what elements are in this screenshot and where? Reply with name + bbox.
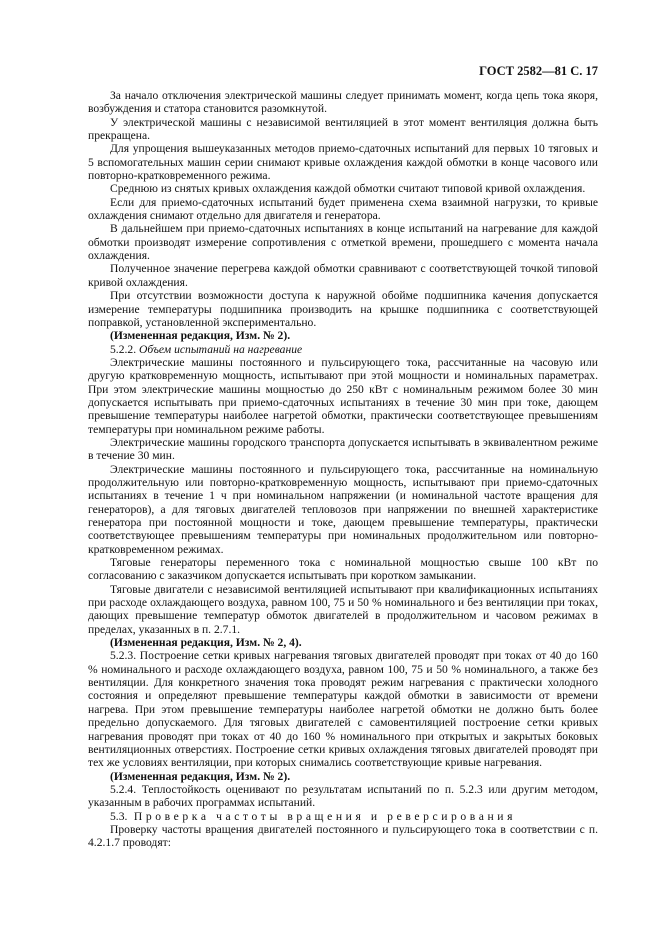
paragraph: У электрической машины с независимой вентиляцией в этот момент вентиляция должна быть прекращена. xyxy=(88,115,598,143)
paragraph: Полученное значение перегрева каждой обмотки сравнивают с соответствующей точкой типовой кривой охлаждения. xyxy=(88,262,598,289)
section-title: Объем испытаний на нагревание xyxy=(139,342,303,356)
paragraph: 5.2.4. Теплостойкость оценивают по результатам испытаний по п. 5.2.3 или другим методом, указанным в рабочих программах испытаний. xyxy=(88,782,598,810)
paragraph: 5.2.3. Построение сетки кривых нагревания тяговых двигателей проводят при токах от 40 до 160 % номинального и расходе охлаждающего воздуха, равном 100, 75 и 50 % номинального, а также без вентиляции. Для конкретного значения тока проводят режим нагревания с практически холодного состояния и определяют превышение температуры каждой обмотки в зависимости от времени нагрева. При этом превышение температуры наиболее нагретой обмотки не должно быть более предельно допускаемого. Для тяговых двигателей с самовентиляцией построение сетки кривых нагревания проводят при токах от 40 до 160 % номинального при открытых и закрытых боковых вентиляционных отверстиях. Построение сетки кривых охлаждения тяговых двигателей проводят при тех же условиях вентиляции, при которых снимались соответствующие кривые нагревания. xyxy=(88,649,598,770)
paragraph: Тяговые генераторы переменного тока с номинальной мощностью свыше 100 кВт по согласованию с заказчиком допускается испытывать при коротком замыкании. xyxy=(88,556,598,583)
section-number: 5.3. xyxy=(110,809,128,823)
paragraph: Проверку частоты вращения двигателей постоянного и пульсирующего тока в соответствии с п. 4.2.1.7 проводят: xyxy=(88,822,598,850)
paragraph: Для упрощения вышеуказанных методов приемо-сдаточных испытаний для первых 10 тяговых и 5 вспомогательных машин серии снимают кривые охлаждения каждой обмотки в конце часового или повторно-кратковременного режима. xyxy=(88,142,598,183)
amendment-note: (Измененная редакция, Изм. № 2). xyxy=(110,329,291,343)
paragraph: Если для приемо-сдаточных испытаний будет применена схема взаимной нагрузки, то кривые охлаждения снимают отдельно для двигателя и генератора. xyxy=(88,195,598,223)
paragraph: Среднюю из снятых кривых охлаждения каждой обмотки считают типовой кривой охлаждения. xyxy=(110,182,586,196)
amendment-note: (Измененная редакция, Изм. № 2). xyxy=(110,769,291,783)
paragraph: В дальнейшем при приемо-сдаточных испытаниях в конце испытаний на нагревание для каждой обмотки производят измерение сопротивления с отметкой времени, прошедшего с момента начала охлаждения. xyxy=(88,222,598,263)
amendment-note: (Измененная редакция, Изм. № 2, 4). xyxy=(110,636,302,650)
page-header: ГОСТ 2582—81 С. 17 xyxy=(479,64,598,78)
section-title: Проверка частоты вращения и реверсирования xyxy=(133,809,517,823)
section-heading-5-3 xyxy=(88,810,598,823)
paragraph: При отсутствии возможности доступа к наружной обойме подшипника качения допускается измерение температуры подшипника производить на крышке подшипника с соответствующей поправкой, установленной экспериментально. xyxy=(88,289,598,329)
section-number: 5.2.2. xyxy=(110,342,137,356)
paragraph: Электрические машины городского транспорта допускается испытывать в эквивалентном режиме в течение 30 мин. xyxy=(88,435,598,463)
paragraph: За начало отключения электрической машины следует принимать момент, когда цепь тока якоря, возбуждения и статора становится разомкнутой. xyxy=(88,89,598,116)
section-heading-5-2-2 xyxy=(88,343,598,356)
paragraph: Электрические машины постоянного и пульсирующего тока, рассчитанные на номинальную продолжительную или повторно-кратковременную мощность, испытывают при приемо-сдаточных испытаниях в течение 1 ч при номинальном напряжении (и номинальной частоте вращения для генераторов), а для тяговых двигателей тепловозов при напряжении по внешней характеристике генератора при постоянной мощности и токе, дающем превышение температуры, практически соответствующее превышениям температуры при номинальных продолжительном или повторно-кратковременном режимах. xyxy=(88,462,598,556)
paragraph: Тяговые двигатели с независимой вентиляцией испытывают при квалификационных испытаниях при расходе охлаждающего воздуха, равном 100, 75 и 50 % номинального и без вентиляции при токах, дающих превышение температур обмоток двигателей в продолжительном и часовом режимах в пределах, указанных в п. 2.7.1. xyxy=(88,582,598,636)
paragraph: Электрические машины постоянного и пульсирующего тока, рассчитанные на часовую или другую кратковременную мощность, испытывают при этой мощности и номинальных параметрах. При этом электрические машины мощностью до 250 кВт с номинальным режимом более 30 мин допускается испытывать при приемо-сдаточных испытаниях в течение 30 мин при токе, дающем превышение температуры наиболее нагретой обмотки, практически соответствующее превышениям температуры при номинальном режиме работы. xyxy=(88,355,598,436)
document-body xyxy=(88,89,598,850)
